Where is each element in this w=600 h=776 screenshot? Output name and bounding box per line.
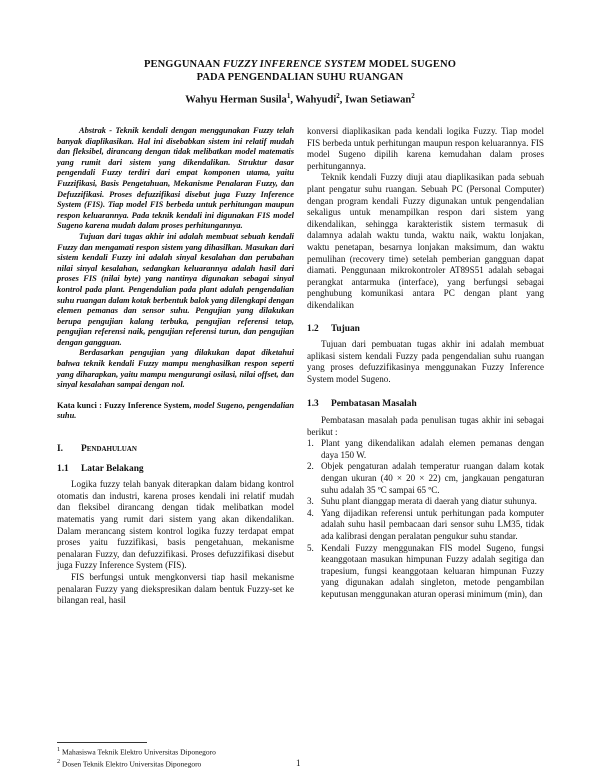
author-3: Iwan Setiawan <box>344 94 412 106</box>
body-paragraph: Pembatasan masalah pada penulisan tugas akhir ini sebagai berikut : <box>307 415 544 437</box>
keywords <box>57 401 294 422</box>
list-item: 4. Yang dijadikan referensi untuk perhitungan pada komputer adalah suhu hasil pembacaan dari sensor suhu LM35, tidak ada kalibrasi dengan peralatan pengukur suhu standar. <box>307 507 544 541</box>
body-paragraph: Teknik kendali Fuzzy diuji atau diaplikasikan pada sebuah plant pengatur suhu ruangan. Sebuah PC (Personal Computer) dengan program kendali Fuzzy digunakan untuk pengendalian sekaligus untuk menampilkan respon dari sistem yang dikendalikan, sehingga karakteristik sistem termasuk di dalamnya adalah waktu tunda, waktu naik, waktu lonjakan, waktu penetapan, besarnya lonjakan maksimum, dan waktu pemulihan (recovery time) setelah pemberian gangguan dapat diamati. Penggunaan mikrokontroler AT89S51 adalah sebagai perangkat antarmuka (interface), yang berfungsi sebagai penghubung komunikasi antara PC dengan plant yang dikendalikan <box>307 172 544 310</box>
page-number: 1 <box>296 758 301 768</box>
keywords-label: Kata kunci : <box>57 400 105 410</box>
author-2-affil: 2 <box>336 92 340 100</box>
subsection-title: Pembatasan Masalah <box>331 399 417 410</box>
body-paragraph: Logika fuzzy telah banyak diterapkan dalam bidang kontrol otomatis dan industri, karena proses kendali ini relatif mudah dan fleksibel dirancang dengan tidak melibatkan model matematis yang rumit dari sistem yang akan dikendalikan. Dalam merancang sistem kontrol logika fuzzy terdapat empat proses yaitu fuzzifikasi, basis pengetahuan, mekanisme penalaran Fuzzy, dan defuzzifikasi. Proses defuzzifikasi disebut juga Fuzzy Inference System (FIS). <box>57 479 294 571</box>
title-line1-post: MODEL SUGENO <box>366 59 456 70</box>
section-title: Pendahuluan <box>81 444 137 455</box>
subsection-title: Tujuan <box>331 323 360 334</box>
list-item: 1. Plant yang dikendalikan adalah elemen pemanas dengan daya 150 W. <box>307 438 544 460</box>
author-2: Wahyudi <box>295 94 337 106</box>
list-item: 2. Objek pengaturan adalah temperatur ruangan dalam kotak dengan ukuran (40 × 20 × 22) cm, jangkauan pengaturan suhu adalah 35 ºC sampai 65 ºC. <box>307 461 544 495</box>
body-paragraph: FIS berfungsi untuk mengkonversi tiap hasil mekanisme penalaran Fuzzy yang diekspresikan dalam bentuk Fuzzy-set ke bilangan real, hasil <box>57 571 294 606</box>
subsection-number: 1.1 <box>57 463 69 474</box>
subsection-number: 1.3 <box>307 399 319 410</box>
subsection-number: 1.2 <box>307 323 319 334</box>
abstract-paragraph-3: Berdasarkan pengujian yang dilakukan dapat diketahui bahwa teknik kendali Fuzzy mampu menghasilkan respon seperti yang diharapkan, yaitu mampu mengurangi osilasi, nilai offset, dan sinyal kesalahan sampai dengan nol. <box>57 348 294 390</box>
abstract-paragraph-2: Tujuan dari tugas akhir ini adalah membuat sebuah kendali Fuzzy dan mengamati respon sistem yang dihasilkan. Masukan dari sistem kendali Fuzzy ini adalah sinyal kesalahan dan perubahan nilai sinyal kesalahan, sedangkan keluarannya adalah hasil dari proses FIS (nilai byte) yang nantinya digunakan sebagai sinyal kontrol pada plant. Pengendalian pada plant adalah pengendalian suhu ruangan dalam kotak berbentuk balok yang dilengkapi dengan elemen pemanas dan sensor suhu. Pengujian yang dilakukan berupa pengujian kalang terbuka, pengujian referensi tetap, pengujian referensi naik, pengujian referensi turun, dan pengujian dengan gangguan. <box>57 231 294 347</box>
subsection-title: Latar Belakang <box>81 463 144 474</box>
title-line1-pre: PENGGUNAAN <box>144 59 223 70</box>
right-column <box>307 126 544 601</box>
footnote-rule <box>57 742 147 743</box>
title-line1-italic: FUZZY INFERENCE SYSTEM <box>222 59 366 70</box>
keywords-text-2: model Sugeno, pengendalian suhu. <box>57 400 294 421</box>
footnote-1: $^1$ Mahasiswa Teknik Elektro Universitas Diponegoro <box>57 746 216 757</box>
latar-belakang-continued <box>307 126 544 312</box>
limitation-list <box>307 438 544 600</box>
paper-title <box>40 58 560 84</box>
latar-belakang-body <box>57 479 294 607</box>
title-line2: PADA PENGENDALIAN SUHU RUANGAN <box>196 72 404 83</box>
abstract-paragraph-1: Abstrak - Teknik kendali dengan menggunakan Fuzzy telah banyak diaplikasikan. Hal ini disebabkan sistem ini relatif mudah dan fleksibel, dirancang dengan tidak melibatkan model matematis yang rumit dari sistem yang dikendalikan. Struktur dasar pengendali Fuzzy terdiri dari empat komponen utama, yaitu Fuzzifikasi, Basis Pengetahuan, Mekanisme Penalaran Fuzzy, dan Defuzzifikasi. Proses defuzzifikasi disebut juga Fuzzy Inference System (FIS). Tiap model FIS berbeda untuk perhitungan maupun respon keluarannya. Pada teknik kendali ini digunakan FIS model Sugeno karena mudah dalam proses perhitungannya. <box>57 126 294 231</box>
keywords-text-1: Fuzzy Inference System, <box>104 400 194 410</box>
author-1: Wahyu Herman Susila <box>185 94 287 106</box>
section-heading-1 <box>57 444 294 456</box>
subsection-heading-1-1 <box>57 464 294 476</box>
author-3-affil: 2 <box>411 92 415 100</box>
section-number: I. <box>57 444 63 455</box>
body-paragraph: Tujuan dari pembuatan tugas akhir ini adalah membuat aplikasi sistem kendali Fuzzy pada pengendalian suhu ruangan yang proses defuzzifikasinya menggunakan Fuzzy Inference System model Sugeno. <box>307 339 544 384</box>
author-list: Wahyu Herman Susila$^1$, Wahyudi$^2$, Iwan Setiawan$^2$ <box>185 92 415 106</box>
footnotes <box>57 745 294 769</box>
abstract <box>57 126 294 391</box>
list-item: 3. Suhu plant dianggap merata di daerah yang diatur suhunya. <box>307 496 537 507</box>
author-1-affil: 1 <box>286 92 291 100</box>
subsection-heading-1-3 <box>307 399 544 411</box>
list-item: 5. Kendali Fuzzy menggunakan FIS model Sugeno, fungsi keanggotaan masukan himpunan Fuzzy adalah segitiga dan trapesium, fungsi keanggotaan keluaran himpunan Fuzzy yang digunakan adalah singleton, metode pengambilan keputusan menggunakan aturan operasi minimum (min), dan <box>307 542 544 599</box>
footnote-2: $^2$ Dosen Teknik Elektro Universitas Diponegoro <box>57 758 202 769</box>
tujuan-body <box>307 339 544 385</box>
left-column <box>57 126 294 607</box>
subsection-heading-1-2 <box>307 324 544 336</box>
pembatasan-body <box>307 415 544 601</box>
body-paragraph: konversi diaplikasikan pada kendali logika Fuzzy. Tiap model FIS berbeda untuk perhitungan maupun respon keluarannya. FIS model Sugeno dipilih karena kemudahan dalam proses perhitungannya. <box>307 126 544 171</box>
